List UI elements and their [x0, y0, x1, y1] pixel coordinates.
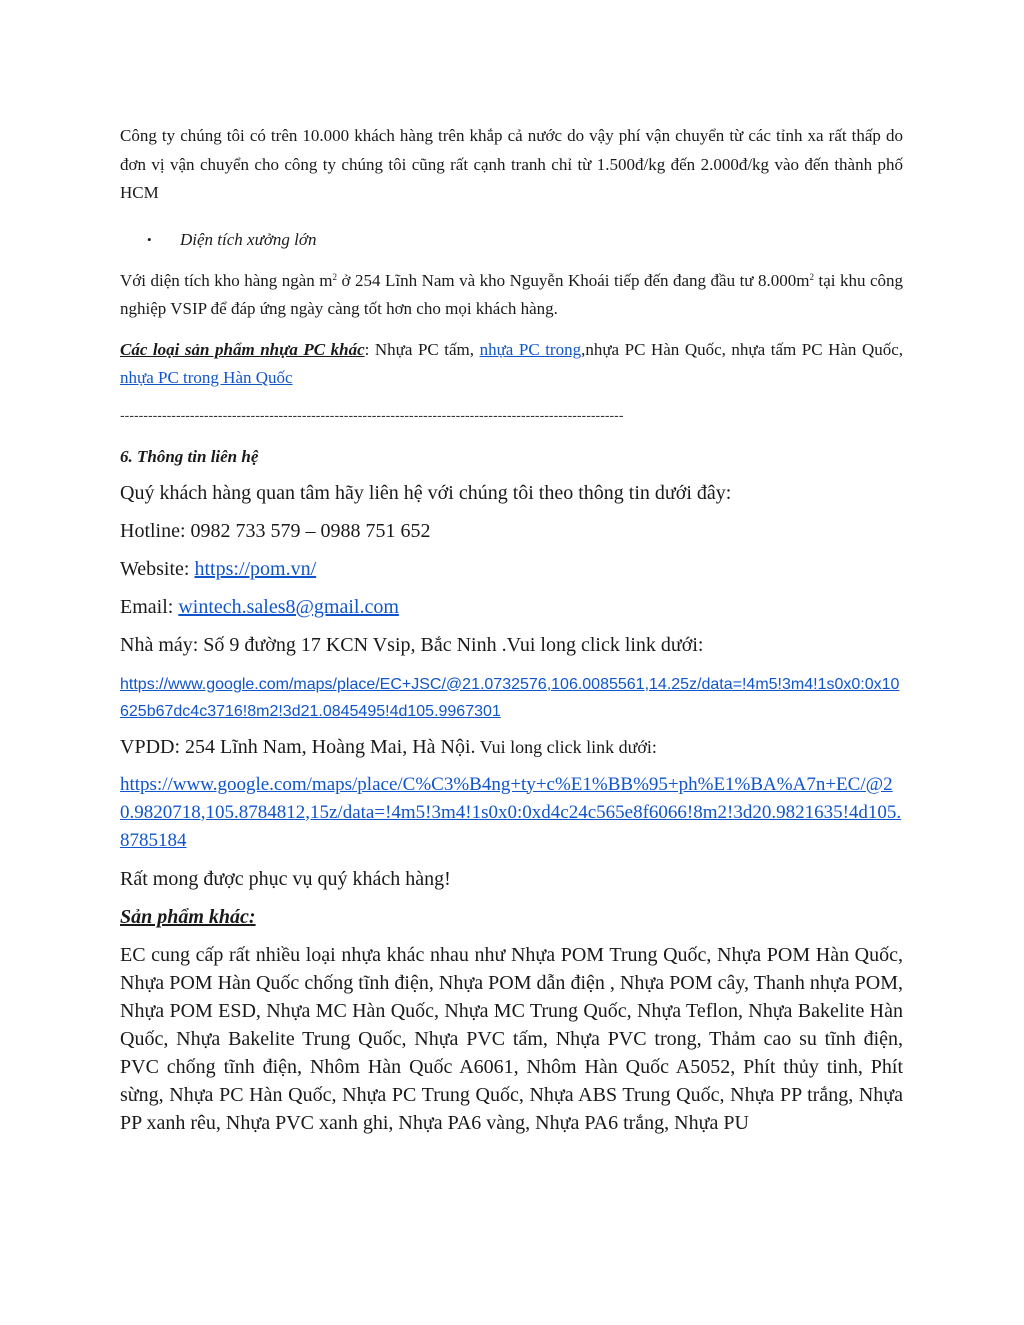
website-label: Website: [120, 557, 195, 580]
area-text-1: Với diện tích kho hàng ngàn m [120, 270, 333, 290]
intro-paragraph: Công ty chúng tôi có trên 10.000 khách hàng trên khắp cả nước do vậy phí vận chuyển từ các tỉnh xa rất thấp do đơn vị vận chuyển cho công ty chúng tôi cũng rất cạnh tranh chỉ từ 1.500đ/kg đến 2.000đ/kg vào đến thành phố HCM [120, 126, 903, 202]
area-paragraph [120, 267, 903, 324]
hotline: Hotline: 0982 733 579 – 0988 751 652 [120, 519, 431, 542]
area-sup-1: 2 [332, 271, 338, 282]
contact-heading: 6. Thông tin liên hệ [120, 446, 259, 466]
products-heading: Sản phẩm khác: [120, 905, 256, 928]
closing-line: Rất mong được phục vụ quý khách hàng! [120, 867, 451, 890]
products-paragraph: EC cung cấp rất nhiều loại nhựa khác nhau như Nhựa POM Trung Quốc, Nhựa POM Hàn Quốc, Nhựa POM Hàn Quốc chống tĩnh điện, Nhựa POM dẫn điện , Nhựa POM cây, Thanh nhựa POM, Nhựa POM ESD, Nhựa MC Hàn Quốc, Nhựa MC Trung Quốc, Nhựa Teflon, Nhựa Bakelite Hàn Quốc, Nhựa Bakelite Trung Quốc, Nhựa PVC tấm, Nhựa PVC trong, Thảm cao su tĩnh điện, PVC chống tĩnh điện, Nhôm Hàn Quốc A6061, Nhôm Hàn Quốc A5052, Phít thủy tinh, Phít sừng, Nhựa PC Hàn Quốc, Nhựa PC Trung Quốc, Nhựa ABS Trung Quốc, Nhựa PP trắng, Nhựa PP xanh rêu, Nhựa PVC xanh ghi, Nhựa PA6 vàng, Nhựa PA6 trắng, Nhựa PU [120, 943, 903, 1134]
factory-map-link[interactable]: https://www.google.com/maps/place/EC+JSC/@21.0732576,106.0085561,14.25z/data=!4m5!3m4!1s0x0:0x10625b67dc4c3716!8m2!3d21.0845495!4d105.9967301 [120, 675, 900, 720]
other-pc-middle: ,nhựa PC Hàn Quốc, nhựa tấm PC Hàn Quốc, [581, 339, 904, 359]
pc-trong-han-quoc-link[interactable]: nhựa PC trong Hàn Quốc [120, 368, 293, 387]
document-page [120, 122, 903, 1137]
email-link[interactable]: wintech.sales8@gmail.com [178, 595, 399, 618]
website-link[interactable]: https://pom.vn/ [194, 557, 317, 580]
office-click: Vui long click link dưới: [475, 736, 657, 757]
bullet-icon: • [147, 231, 152, 247]
area-text-3: tại khu công nghiệp VSIP để đáp ứng ngày càng tốt hơn cho mọi khách hàng. [120, 270, 903, 318]
email-line [120, 593, 903, 621]
area-text-2: ở 254 Lĩnh Nam và kho Nguyễn Khoái tiếp đến đang đầu tư 8.000m [337, 270, 810, 290]
office-address: VPDD: 254 Lĩnh Nam, Hoàng Mai, Hà Nội. [120, 735, 476, 758]
email-label: Email: [120, 595, 179, 618]
office-map-link[interactable]: https://www.google.com/maps/place/C%C3%B4ng+ty+c%E1%BB%95+ph%E1%BA%A7n+EC/@20.9820718,105.8784812,15z/data=!4m5!3m4!1s0x0:0xd4c24c565e8f6066!8m2!3d20.9821635!4d105.8785184 [120, 773, 902, 851]
factory-address: Nhà máy: Số 9 đường 17 KCN Vsip, Bắc Ninh .Vui long click link dưới: [120, 633, 704, 656]
other-pc-colon: : Nhựa PC tấm, [364, 339, 480, 359]
bullet-text: Diện tích xưởng lớn [180, 229, 317, 249]
divider-line: ------------------------------------------------------------------------------------------------------------ [120, 406, 624, 423]
area-sup-2: 2 [809, 271, 814, 282]
office-line [120, 733, 903, 761]
other-pc-paragraph [120, 336, 903, 393]
bullet-item [120, 226, 903, 254]
pc-trong-link[interactable]: nhựa PC trong [479, 339, 582, 359]
website-line [120, 555, 903, 583]
contact-invite: Quý khách hàng quan tâm hãy liên hệ với chúng tôi theo thông tin dưới đây: [120, 481, 732, 504]
other-pc-label: Các loại sản phẩm nhựa PC khác [120, 339, 365, 359]
